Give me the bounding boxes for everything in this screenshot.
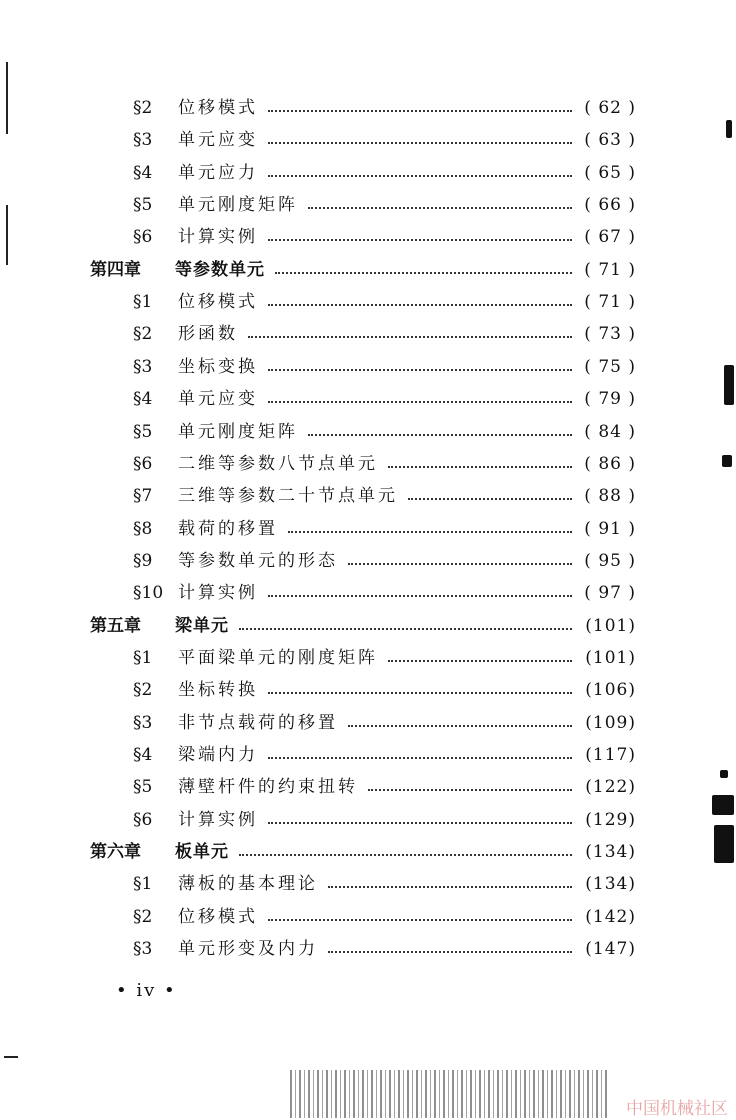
toc-section-row <box>0 644 736 672</box>
section-number: §8 <box>133 518 153 539</box>
page-number: (134) <box>585 874 636 895</box>
page-number: (117) <box>585 745 636 765</box>
toc-section-row <box>0 288 736 316</box>
section-title: 坐标转换 <box>178 680 258 701</box>
toc-section-row <box>0 709 736 737</box>
section-number: §1 <box>133 292 153 313</box>
section-number: §3 <box>133 130 153 151</box>
section-number: §2 <box>133 98 153 118</box>
section-title: 单元刚度矩阵 <box>178 195 298 216</box>
page-number: ( 79 ) <box>584 389 636 410</box>
page-folio: • iv • <box>116 980 177 1001</box>
leader-dots <box>388 660 572 662</box>
leader-dots <box>268 757 572 759</box>
section-title: 位移模式 <box>178 98 258 118</box>
toc-section-row <box>0 903 736 931</box>
leader-dots <box>348 725 572 727</box>
section-title: 单元应力 <box>178 162 258 183</box>
section-number: §5 <box>133 195 153 216</box>
bottom-margin-line <box>4 1056 18 1058</box>
chapter-title: 等参数单元 <box>175 259 265 280</box>
section-title: 位移模式 <box>178 906 258 927</box>
section-number: §6 <box>133 809 153 830</box>
page-number: (106) <box>585 680 636 701</box>
leader-dots <box>268 239 572 241</box>
section-number: §5 <box>133 777 153 798</box>
leader-dots <box>368 789 572 791</box>
section-title: 薄板的基本理论 <box>178 874 318 895</box>
toc-section-row <box>0 579 736 607</box>
section-number: §4 <box>133 162 153 183</box>
page-number: ( 88 ) <box>584 486 636 507</box>
section-number: §2 <box>133 680 153 701</box>
section-number: §4 <box>133 389 153 410</box>
section-title: 计算实例 <box>178 227 258 248</box>
leader-dots <box>268 304 572 306</box>
toc-section-row <box>0 676 736 704</box>
section-number: §6 <box>133 453 153 474</box>
toc-section-row <box>0 482 736 510</box>
page-number: ( 63 ) <box>584 130 636 151</box>
toc-chapter-row <box>0 256 736 284</box>
chapter-number: 第四章 <box>90 259 141 280</box>
page-number: ( 97 ) <box>584 583 636 604</box>
section-title: 梁端内力 <box>178 745 258 765</box>
section-title: 计算实例 <box>178 583 258 604</box>
toc-section-row <box>0 223 736 251</box>
page-number: ( 75 ) <box>584 356 636 377</box>
leader-dots <box>268 919 572 921</box>
leader-dots <box>308 434 572 436</box>
leader-dots <box>408 498 572 500</box>
section-title: 计算实例 <box>178 809 258 830</box>
section-title: 非节点载荷的移置 <box>178 712 338 733</box>
toc-section-row <box>0 385 736 413</box>
toc-section-row <box>0 547 736 575</box>
section-title: 三维等参数二十节点单元 <box>178 486 398 507</box>
page-number: ( 91 ) <box>584 518 636 539</box>
page-number: ( 84 ) <box>584 421 636 442</box>
section-number: §9 <box>133 550 153 571</box>
section-title: 二维等参数八节点单元 <box>178 453 378 474</box>
leader-dots <box>268 595 572 597</box>
section-title: 单元形变及内力 <box>178 939 318 960</box>
leader-dots <box>268 822 572 824</box>
section-number: §2 <box>133 906 153 927</box>
page-number: (142) <box>585 906 636 927</box>
toc-section-row <box>0 191 736 219</box>
page-number: ( 62 ) <box>584 98 636 118</box>
leader-dots <box>239 854 572 856</box>
page-number: (109) <box>585 712 636 733</box>
toc-section-row <box>0 418 736 446</box>
section-title: 单元应变 <box>178 389 258 410</box>
page-number: ( 67 ) <box>584 227 636 248</box>
section-title: 平面梁单元的刚度矩阵 <box>178 647 378 668</box>
page-number: (134) <box>585 842 636 863</box>
section-number: §3 <box>133 712 153 733</box>
section-number: §7 <box>133 486 153 507</box>
section-title: 形函数 <box>178 324 238 345</box>
section-title: 坐标变换 <box>178 356 258 377</box>
toc-section-row <box>0 935 736 963</box>
toc-chapter-row <box>0 612 736 640</box>
page-number: ( 71 ) <box>584 292 636 313</box>
section-number: §1 <box>133 647 153 668</box>
toc-chapter-row <box>0 838 736 866</box>
leader-dots <box>348 563 572 565</box>
section-number: §3 <box>133 356 153 377</box>
section-number: §6 <box>133 227 153 248</box>
section-title: 位移模式 <box>178 292 258 313</box>
toc-section-row <box>0 773 736 801</box>
leader-dots <box>288 531 572 533</box>
page-number: ( 95 ) <box>584 550 636 571</box>
section-number: §1 <box>133 874 153 895</box>
leader-dots <box>268 142 572 144</box>
section-title: 单元应变 <box>178 130 258 151</box>
section-title: 载荷的移置 <box>178 518 278 539</box>
section-title: 薄壁杆件的约束扭转 <box>178 777 358 798</box>
chapter-title: 梁单元 <box>175 615 229 636</box>
toc-section-row <box>0 515 736 543</box>
leader-dots <box>268 175 572 177</box>
page-number: ( 65 ) <box>584 162 636 183</box>
leader-dots <box>248 336 572 338</box>
toc-section-row <box>0 94 736 122</box>
section-number: §5 <box>133 421 153 442</box>
leader-dots <box>268 692 572 694</box>
leader-dots <box>268 401 572 403</box>
toc-section-row <box>0 353 736 381</box>
toc-section-row <box>0 741 736 769</box>
section-title: 等参数单元的形态 <box>178 550 338 571</box>
leader-dots <box>268 110 572 112</box>
section-title: 单元刚度矩阵 <box>178 421 298 442</box>
section-number: §4 <box>133 745 153 765</box>
page-number: ( 86 ) <box>584 453 636 474</box>
leader-dots <box>239 628 572 630</box>
page-number: (147) <box>585 939 636 960</box>
toc-section-row <box>0 159 736 187</box>
leader-dots <box>275 272 572 274</box>
chapter-number: 第五章 <box>90 615 141 636</box>
leader-dots <box>328 886 572 888</box>
page-number: ( 73 ) <box>584 324 636 345</box>
toc-section-row <box>0 870 736 898</box>
watermark: 中国机械社区 <box>626 1099 728 1119</box>
chapter-title: 板单元 <box>175 842 229 863</box>
leader-dots <box>388 466 572 468</box>
page-number: ( 71 ) <box>584 259 636 280</box>
scan-noise <box>290 1070 610 1118</box>
section-number: §2 <box>133 324 153 345</box>
toc-section-row <box>0 126 736 154</box>
page-number: (101) <box>585 615 636 636</box>
toc-section-row <box>0 450 736 478</box>
page-number: ( 66 ) <box>584 195 636 216</box>
leader-dots <box>328 951 572 953</box>
section-number: §3 <box>133 939 153 960</box>
page-number: (129) <box>585 809 636 830</box>
leader-dots <box>308 207 572 209</box>
leader-dots <box>268 369 572 371</box>
page-number: (122) <box>585 777 636 798</box>
page-number: (101) <box>585 647 636 668</box>
chapter-number: 第六章 <box>90 842 141 863</box>
toc-section-row <box>0 806 736 834</box>
toc-section-row <box>0 320 736 348</box>
section-number: §10 <box>133 583 164 604</box>
